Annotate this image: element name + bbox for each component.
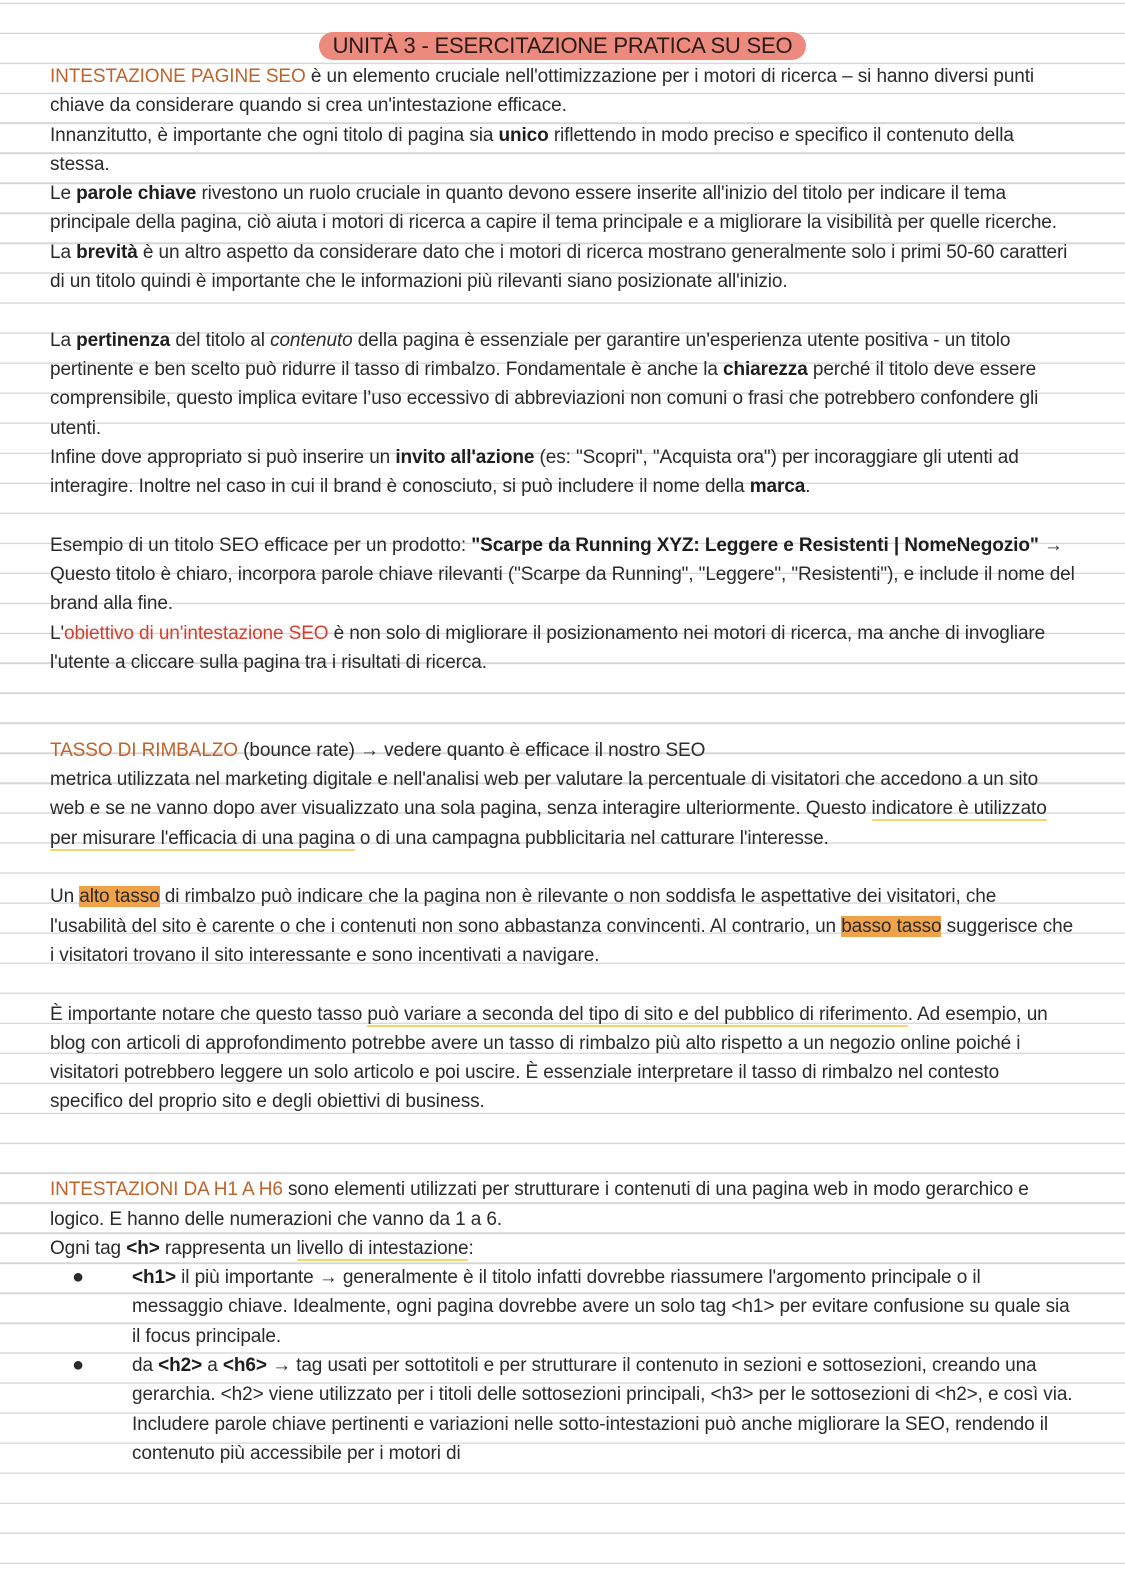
text: della pagina è essenziale per garantire un'esperienza utente positiva - un titolo pertinente e ben scelto può ridurre il tasso di rimbalzo. Fondamentale è anche la xyxy=(50,329,1011,380)
spacer xyxy=(50,1117,1075,1176)
text: Un xyxy=(50,886,80,908)
s3-intro-paragraph xyxy=(50,1175,1075,1234)
s2-definition-paragraph xyxy=(50,765,1075,853)
underlined-text: indicatore è utilizzato per misurare l'efficacia di una pagina xyxy=(50,798,1047,849)
text: a xyxy=(202,1355,223,1377)
text: riflettendo in modo preciso e specifico il contenuto della stessa. xyxy=(50,124,1014,175)
highlighted-term: basso tasso xyxy=(841,915,942,937)
bold-term: <h2> xyxy=(158,1355,203,1377)
s2-heading: TASSO DI RIMBALZO xyxy=(50,739,238,761)
document-body xyxy=(50,62,1075,1468)
spacer xyxy=(50,501,1075,530)
s1-unique-paragraph xyxy=(50,121,1075,180)
list-item xyxy=(50,1263,1075,1351)
s1-goal-paragraph xyxy=(50,619,1075,678)
example-title: "Scarpe da Running XYZ: Leggere e Resistenti | NomeNegozio" xyxy=(471,534,1039,556)
underlined-text: può variare a seconda del tipo di sito e del pubblico di riferimento xyxy=(367,1003,908,1025)
spacer xyxy=(50,296,1075,325)
text: Esempio di un titolo SEO efficace per un prodotto: xyxy=(50,534,472,556)
bold-term: <h6> xyxy=(222,1355,267,1377)
s1-cta-paragraph xyxy=(50,443,1075,502)
text: → tag usati per sottotitoli e per strutturare il contenuto in sezioni e sottosezioni, creando una gerarchia. <h2> viene utilizzato per i titoli delle sottosezioni principali, <h3> per le sottosezioni di <h2>, e così via. Includere parole chiave pertinenti e variazioni nelle sotto-intestazioni può anche migliorare la SEO, rendendo il contenuto più accessibile per i motori di xyxy=(132,1355,1073,1464)
text: L' xyxy=(50,622,64,644)
s1-intro-paragraph xyxy=(50,62,1075,121)
text: Infine dove appropriato si può inserire un xyxy=(50,446,396,468)
s1-pertinence-paragraph xyxy=(50,326,1075,443)
bold-term: marca xyxy=(749,476,806,498)
bullet-icon: ● xyxy=(72,1266,84,1289)
spacer xyxy=(50,853,1075,882)
page-title: UNITÀ 3 - ESERCITAZIONE PRATICA SU SEO xyxy=(319,32,807,60)
s2-context-paragraph xyxy=(50,1000,1075,1117)
text: . Ad esempio, un blog con articoli di approfondimento potrebbe avere un tasso di rimbalzo più alto rispetto a un negozio online poiché i visitatori potrebbero leggere un solo articolo e poi uscire. È essenziale interpretare il tasso di rimbalzo nel contesto specifico del proprio sito e degli obiettivi di business. xyxy=(50,1003,1048,1113)
text: da xyxy=(132,1355,159,1377)
bold-term: chiarezza xyxy=(723,358,808,380)
text: (bounce rate) → vedere quanto è efficace il nostro SEO xyxy=(237,739,706,761)
text: (es: "Scopri", "Acquista ora") per incoraggiare gli utenti ad interagire. Inoltre nel caso in cui il brand è conosciuto, si può includere il nome della xyxy=(50,446,1019,498)
bold-term: unico xyxy=(498,124,549,146)
text: Ogni tag xyxy=(50,1237,127,1259)
text: il più importante → generalmente è il titolo infatti dovrebbe riassumere l'argomento principale o il messaggio chiave. Idealmente, ogni pagina dovrebbe avere un solo tag <h1> per evitare confusione su quale sia il focus principale. xyxy=(132,1267,1070,1347)
title-wrap xyxy=(0,32,1125,60)
red-term: obiettivo di un'intestazione SEO xyxy=(64,622,329,644)
bold-term: <h1> xyxy=(132,1267,176,1289)
text: È importante notare che questo tasso xyxy=(50,1003,368,1025)
s1-intro-text: è un elemento cruciale nell'ottimizzazione per i motori di ricerca – si hanno diversi punti chiave da considerare quando si crea un'intestazione efficace. xyxy=(50,66,1035,117)
s3-heading: INTESTAZIONI DA H1 A H6 xyxy=(50,1179,283,1201)
text: del titolo al xyxy=(170,329,271,351)
text: La xyxy=(50,329,77,351)
text: Innanzitutto, è importante che ogni titolo di pagina sia xyxy=(50,124,499,146)
text: rivestono un ruolo cruciale in quanto devono essere inserite all'inizio del titolo per indicare il tema principale della pagina, ciò aiuta i motori di ricerca a capire il tema principale e a migliorare la visibilità per quelle ricerche. La xyxy=(50,183,1057,263)
underlined-text: livello di intestazione xyxy=(296,1237,469,1259)
bold-term: parole chiave xyxy=(76,183,197,205)
list-item xyxy=(50,1351,1075,1468)
text: Le xyxy=(50,183,77,205)
text: : xyxy=(468,1237,474,1259)
bullet-icon: ● xyxy=(72,1354,84,1377)
spacer xyxy=(50,970,1075,999)
spacer xyxy=(50,677,1075,736)
s1-heading: INTESTAZIONE PAGINE SEO xyxy=(50,66,306,87)
text: . xyxy=(805,476,811,498)
s1-example-paragraph xyxy=(50,531,1075,619)
s2-rates-paragraph xyxy=(50,882,1075,970)
text: suggerisce che i visitatori trovano il sito interessante e sono incentivati a navigare. xyxy=(50,915,1074,966)
bold-term: brevità xyxy=(76,241,138,263)
italic-term: contenuto xyxy=(270,329,353,351)
text: rappresenta un xyxy=(159,1237,297,1259)
bold-term: invito all'azione xyxy=(395,446,535,468)
s2-heading-line xyxy=(50,736,1075,765)
bold-term: pertinenza xyxy=(76,329,171,351)
text: o di una campagna pubblicitaria nel catturare l'interesse. xyxy=(354,827,829,849)
text: sono elementi utilizzati per strutturare i contenuti di una pagina web in modo gerarchico e logico. E hanno delle numerazioni che vanno da 1 a 6. xyxy=(50,1179,1029,1230)
text: perché il titolo deve essere comprensibile, questo implica evitare l’uso eccessivo di abbreviazioni non comuni o frasi che potrebbero confondere gli utenti. xyxy=(50,358,1039,439)
text: metrica utilizzata nel marketing digitale e nell'analisi web per valutare la percentuale di visitatori che accedono a un sito web e se ne vanno dopo aver visualizzato una sola pagina, senza interagire ulteriormente. Questo xyxy=(50,769,1039,820)
text: è non solo di migliorare il posizionamento nei motori di ricerca, ma anche di invogliare l'utente a cliccare sulla pagina tra i risultati di ricerca. xyxy=(50,622,1046,673)
text: è un altro aspetto da considerare dato che i motori di ricerca mostrano generalmente solo i primi 50-60 caratteri di un titolo quindi è importante che le informazioni più rilevanti siano posizionate all'inizio. xyxy=(50,241,1068,293)
text: → Questo titolo è chiaro, incorpora parole chiave rilevanti ("Scarpe da Running", "Leggere", "Resistenti"), e include il nome del brand alla fine. xyxy=(50,534,1075,615)
s1-keywords-paragraph xyxy=(50,179,1075,296)
heading-levels-list xyxy=(50,1263,1075,1468)
text: di rimbalzo può indicare che la pagina non è rilevante o non soddisfa le aspettative dei visitatori, che l'usabilità del sito è carente o che i contenuti non sono abbastanza convincenti. Al contrario, un xyxy=(50,886,997,937)
highlighted-term: alto tasso xyxy=(79,886,160,908)
bold-term: <h> xyxy=(126,1237,160,1259)
s3-tag-paragraph xyxy=(50,1234,1075,1263)
